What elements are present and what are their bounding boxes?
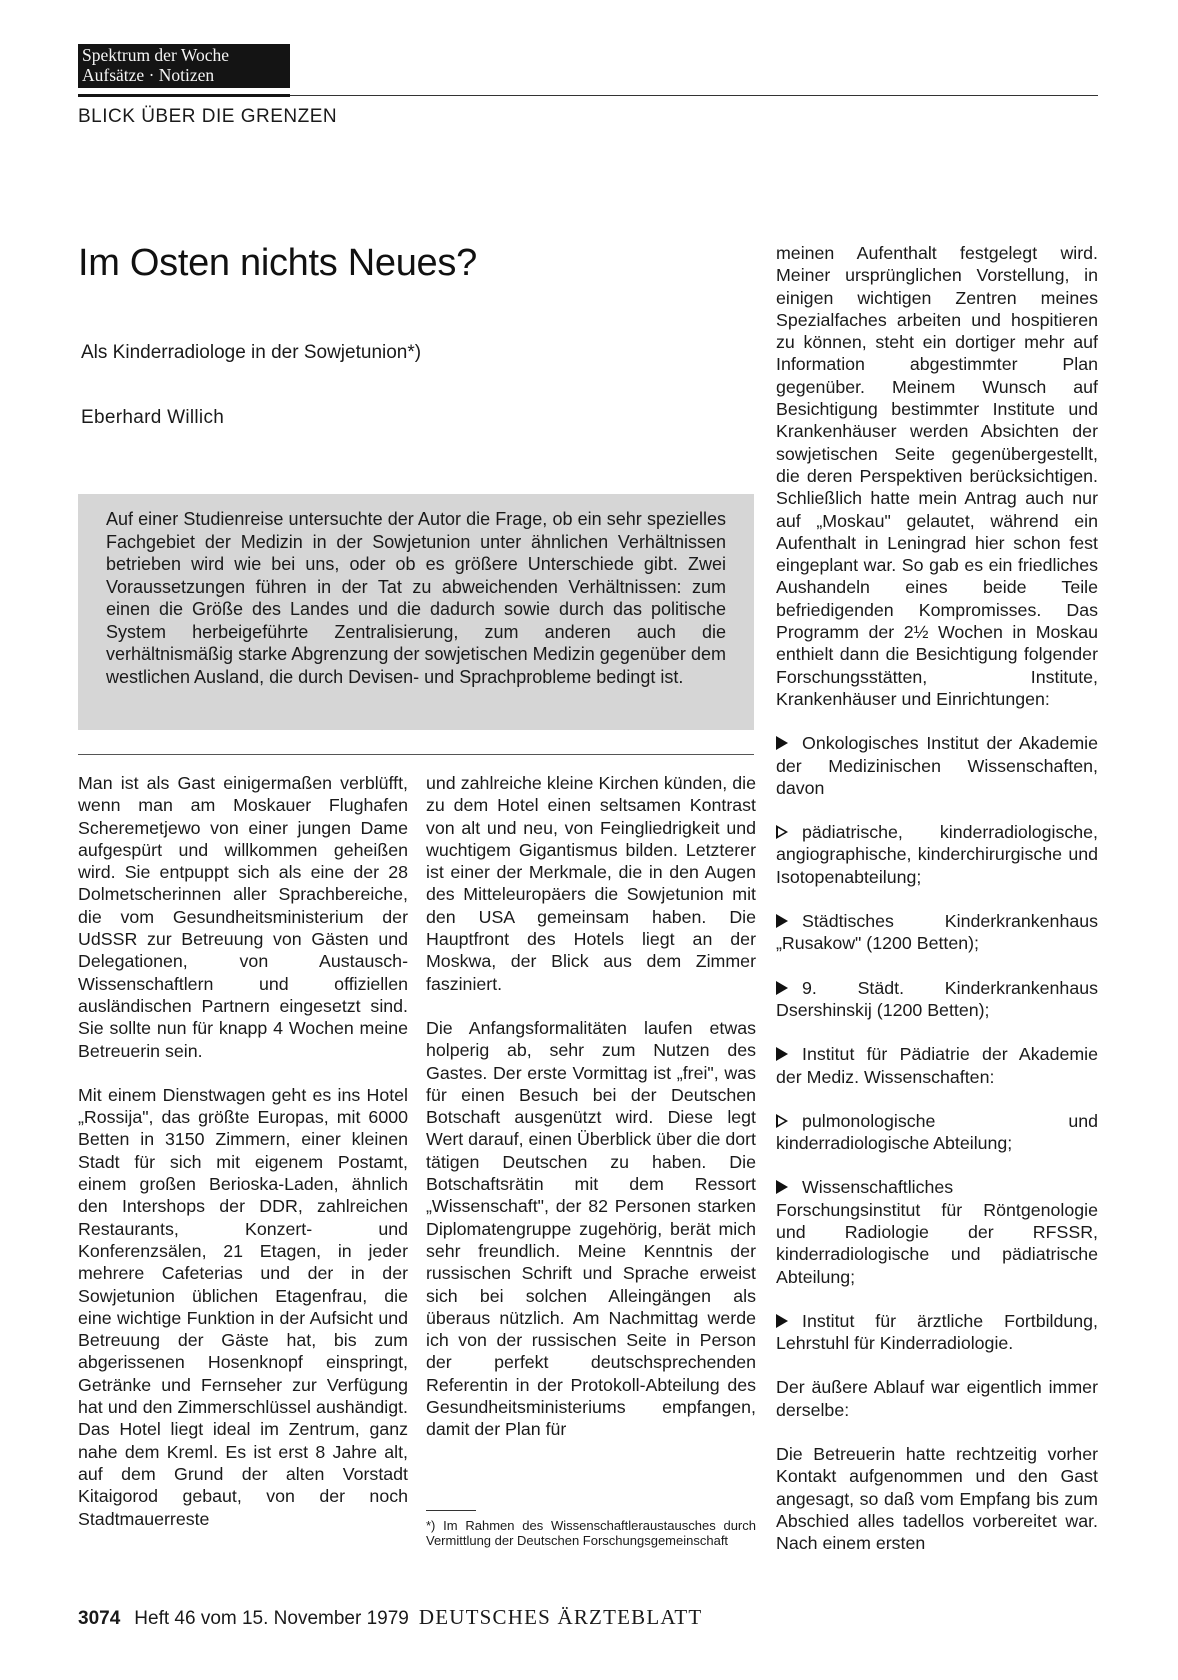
outline-triangle-bullet-icon <box>776 1114 788 1128</box>
text-column-2 <box>426 772 756 1463</box>
paragraph: und zahlreiche kleine Kirchen künden, die zu dem Hotel einen seltsamen Kontrast von alt und neu, von Feingliedrigkeit und wuchtigem Gigantismus bilden. Letzterer ist einer der Merkmale, die in den Augen des Mitteleuropäers die Sowjetunion mit den USA gemeinsam haben. Die Hauptfront des Hotels liegt an der Moskwa, der Blick aus dem Zimmer fasziniert. <box>426 773 756 994</box>
department-label-box <box>78 44 290 88</box>
filled-triangle-bullet-icon <box>776 981 788 995</box>
list-item <box>776 1110 1098 1155</box>
article-subtitle: Als Kinderradiologe in der Sowjetunion*) <box>81 342 422 363</box>
filled-triangle-bullet-icon <box>776 1314 788 1328</box>
list-item-text: Wissenschaftliches Forschungsinstitut für Röntgenologie und Radiologie der RFSSR, kinderradiologische und pädiatrische Abteilung; <box>776 1177 1098 1287</box>
paragraph: Die Anfangsformalitäten laufen etwas holperig ab, sehr zum Nutzen des Gastes. Der erste Vormittag ist „frei", was für einen Besuch bei der Deutschen Botschaft ausgenützt wird. Diese legt Wert darauf, einen Überblick über die dort tätigen Deutschen zu haben. Die Botschaftsrätin mit dem Ressort „Wissenschaft", der 82 Personen starken Diplomatengruppe zugehörig, berät mich sehr freundlich. Meine Kenntnis der russischen Schrift und Sprache erweist sich bei solchen Alleingängen als überaus nützlich. Am Nachmittag werde ich von der russischen Seite in Person der perfekt deutschsprechenden Referentin in der Protokoll-Abteilung des Gesundheitsministeriums empfangen, damit der Plan für <box>426 1017 756 1440</box>
page-number: 3074 <box>78 1608 121 1629</box>
outline-triangle-bullet-icon <box>776 825 788 839</box>
filled-triangle-bullet-icon <box>776 1047 788 1061</box>
list-item-text: Onkologisches Institut der Akademie der Medizinischen Wissenschaften, davon <box>776 733 1098 798</box>
paragraph: Man ist als Gast einigermaßen verblüfft, wenn man am Moskauer Flughafen Scheremetjewo von einer jungen Dame aufgespürt und willkommen geheißen wird. Sie entpuppt sich als eine der 28 Dolmetscherinnen aller Sprachbereiche, die vom Gesundheitsministerium der UdSSR zur Betreuung von Gästen und Delegationen, von Austausch-Wissenschaftlern und offiziellen ausländischen Partnern eingesetzt sind. Sie sollte nun für knapp 4 Wochen meine Betreuerin sein. <box>78 773 408 1061</box>
abstract-text: Auf einer Studienreise untersuchte der Autor die Frage, ob ein sehr spezielles Fachgebiet der Medizin in der Sowjetunion unter ähnlichen Verhältnissen betrieben wird wie bei uns, oder ob es größere Unterschiede gibt. Zwei Voraussetzungen führen in der Tat zu abweichenden Verhältnissen: zum einen die Größe des Landes und die dadurch sowie durch das politische System herbeigeführte Zentralisierung, zum anderen auch die verhältnismäßig starke Abgrenzung der sowjetischen Medizin gegenüber dem westlichen Ausland, die durch Devisen- und Sprachprobleme bedingt ist. <box>106 509 726 687</box>
list-item-text: 9. Städt. Kinderkrankenhaus Dsershinskij (1200 Betten); <box>776 977 1098 1020</box>
paragraph: meinen Aufenthalt festgelegt wird. Meiner ursprünglichen Vorstellung, in einigen wichtigen Zentren meines Spezialfaches arbeiten und hospitieren zu können, steht ein dortiger mehr auf Information abgestimmter Plan gegenüber. Meinem Wunsch auf Besichtigung bestimmter Institute und Krankenhäuser werden Absichten der sowjetischen Seite gegenübergestellt, die deren Perspektiven berücksichtigen. Schließlich hatte mein Antrag auch nur auf „Moskau" gelautet, während ein Aufenthalt in Leningrad hier schon fest eingeplant war. So gab es ein friedliches Aushandeln eines beide Teile befriedigenden Kompromisses. Das Programm der 2½ Wochen in Moskau enthielt dann die Besichtigung folgender Forschungsstätten, Institute, Krankenhäuser und Einrichtungen: <box>776 243 1098 709</box>
department-line-2: Aufsätze · Notizen <box>82 65 215 85</box>
list-item-text: pulmonologische und kinderradiologische Abteilung; <box>776 1110 1098 1154</box>
list-item <box>776 1310 1098 1355</box>
paragraph: Mit einem Dienstwagen geht es ins Hotel „Rossija", das größte Europas, mit 6000 Betten in 3150 Zimmern, einer kleinen Stadt für sich mit eigenem Postamt, einem großen Berioska-Laden, ähnlich den Intershops der DDR, zahlreichen Restaurants, Konzert- und Konferenzsälen, 21 Etagen, in jeder mehrere Cafeterias und der in der Sowjetunion üblichen Etagenfrau, die eine wichtige Funktion in der Aufsicht und Betreuung der Gäste hat, bis zum abgerissenen Hosenknopf einspringt, Getränke und Fernseher zur Verfügung hat und den Zimmerschlüssel aushändigt. Das Hotel liegt ideal im Zentrum, ganz nahe dem Kreml. Es ist erst 8 Jahre alt, auf dem Grund der alten Vorstadt Kitaigorod gebaut, von der noch Stadtmauerreste <box>78 1084 408 1529</box>
list-item <box>776 910 1098 955</box>
list-item <box>776 732 1098 799</box>
header-rule-accent <box>78 94 290 97</box>
filled-triangle-bullet-icon <box>776 736 788 750</box>
list-item-text: Städtisches Kinderkrankenhaus „Rusakow" (1200 Betten); <box>776 911 1098 954</box>
list-item-text: Institut für Pädiatrie der Akademie der Mediz. Wissenschaften: <box>776 1044 1098 1087</box>
text-column-3 <box>776 242 1098 1577</box>
filled-triangle-bullet-icon <box>776 914 788 928</box>
abstract-rule <box>78 754 754 755</box>
list-item <box>776 1176 1098 1287</box>
article-author: Eberhard Willich <box>81 407 225 428</box>
footnote-rule <box>426 1510 476 1511</box>
department-line-1: Spektrum der Woche <box>82 45 229 65</box>
text-column-1 <box>78 772 408 1552</box>
list-item-text: pädiatrische, kinderradiologische, angiographische, kinderchirurgische und Isotopenabteilung; <box>776 822 1098 887</box>
list-item <box>776 977 1098 1022</box>
paragraph: Die Betreuerin hatte rechtzeitig vorher Kontakt aufgenommen und den Gast angesagt, so daß vom Empfang bis zum Abschied alles tadellos vorbereitet war. Nach einem ersten <box>776 1444 1098 1554</box>
journal-name: DEUTSCHES ÄRZTEBLATT <box>418 1605 703 1629</box>
list-item <box>776 1043 1098 1088</box>
issue-info: Heft 46 vom 15. November 1979 <box>134 1608 409 1629</box>
abstract-box <box>78 494 754 730</box>
section-heading: BLICK ÜBER DIE GRENZEN <box>78 106 338 127</box>
list-item-text: Institut für ärztliche Fortbildung, Lehrstuhl für Kinderradiologie. <box>776 1310 1098 1354</box>
page-footer <box>78 1605 702 1630</box>
list-item <box>776 821 1098 888</box>
footnote: *) Im Rahmen des Wissenschaftleraustausches durch Vermittlung der Deutschen Forschungsgemeinschaft <box>426 1518 756 1548</box>
article-title: Im Osten nichts Neues? <box>78 242 477 284</box>
filled-triangle-bullet-icon <box>776 1180 788 1194</box>
paragraph: Der äußere Ablauf war eigentlich immer derselbe: <box>776 1377 1098 1420</box>
